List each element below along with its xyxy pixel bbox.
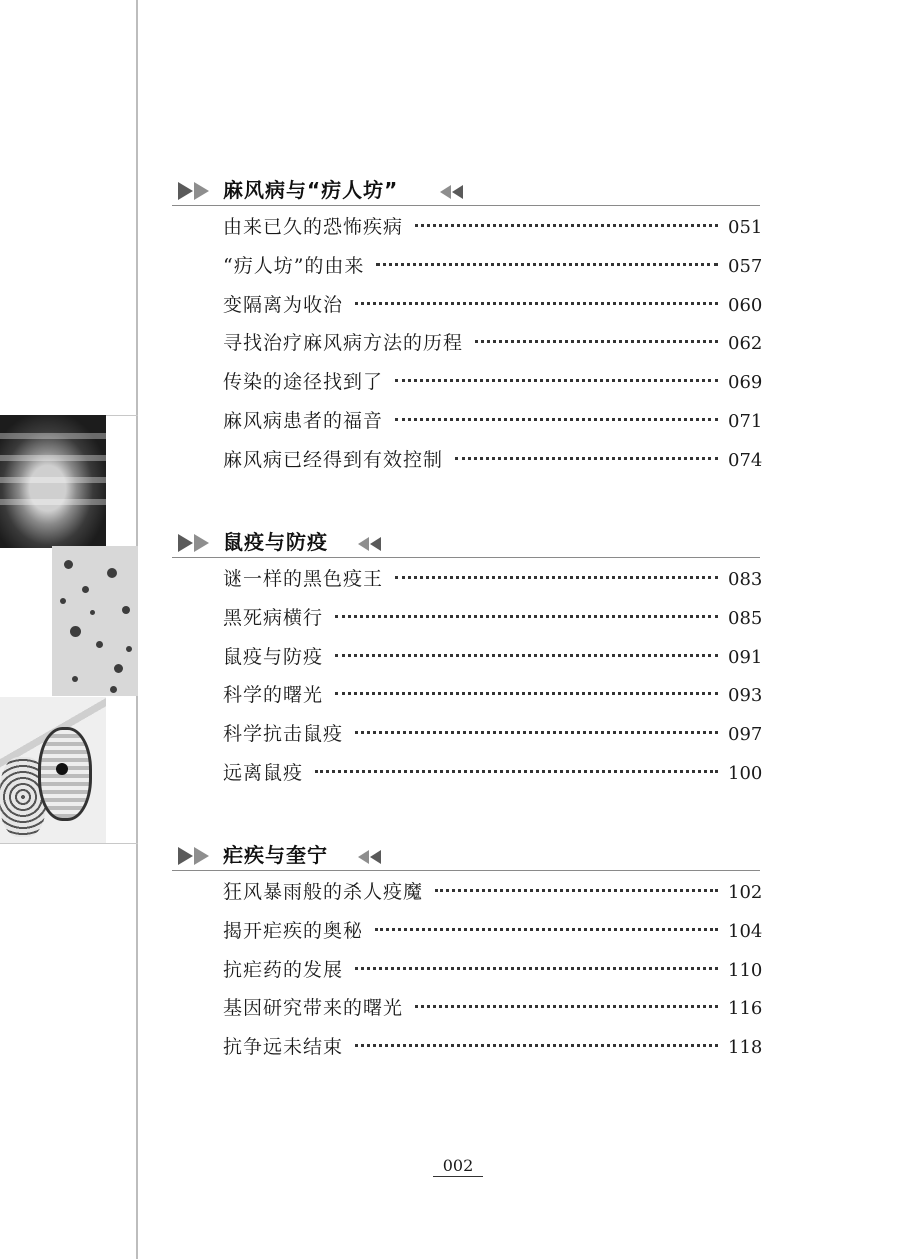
toc-entry[interactable] [172,916,763,955]
micrograph-spot [72,676,78,682]
toc-entry-page: 071 [728,410,763,432]
toc-entry-page: 057 [728,255,763,277]
micrograph-spot [60,598,66,604]
micrograph-spot [82,586,89,593]
toc-section [172,525,763,797]
toc-entry-title: 传染的途径找到了 [223,371,384,394]
section-title: 麻风病与“疠人坊” [223,178,399,202]
section-entries [172,877,763,1071]
toc-entry-page: 116 [728,998,763,1020]
section-header [172,525,760,558]
toc-entry-page: 069 [728,372,763,394]
toc-entry-title: 揭开疟疾的奥秘 [223,919,364,942]
toc-entry-page: 060 [728,294,763,316]
toc-entry-page: 083 [728,569,763,590]
toc-entry-page: 102 [728,882,763,903]
toc-entry[interactable] [172,877,763,916]
pharaoh-mask-image [0,415,106,548]
toc-entry[interactable] [172,1032,763,1071]
toc-entry-page: 062 [728,333,763,355]
toc-entry-page: 110 [728,959,763,981]
toc-entry-title: 科学抗击鼠疫 [223,723,344,746]
dot-leader [415,1005,718,1008]
micrograph-spot [110,686,117,693]
left-arrows-icon [358,850,382,864]
toc-entry-title: 由来已久的恐怖疾病 [223,216,404,238]
toc-entry[interactable] [172,642,763,681]
dot-leader [335,692,718,695]
dot-leader [435,889,718,892]
section-entries [172,564,763,797]
toc-entry[interactable] [172,564,763,603]
toc-entry-title: 科学的曙光 [223,684,324,707]
micrograph-spot [122,606,130,614]
toc-entry-title: 远离鼠疫 [223,761,304,784]
micrograph-spot [96,641,103,648]
toc-entry[interactable] [172,212,763,251]
toc-entry-title: 抗疟药的发展 [223,958,344,981]
micrograph-spot [114,664,123,673]
toc-entry-page: 074 [728,449,763,471]
toc-entry-page: 093 [728,685,763,707]
section-entries [172,212,763,484]
toc-entry[interactable] [172,328,763,367]
toc-entry-title: 麻风病已经得到有效控制 [223,448,444,471]
dot-leader [335,654,718,657]
toc-entry-title: 谜一样的黑色疫王 [223,568,384,590]
toc-entry[interactable] [172,680,763,719]
dot-leader [395,576,718,579]
toc-entry[interactable] [172,290,763,329]
toc-entry-title: 麻风病患者的福音 [223,409,384,432]
toc-entry-title: 狂风暴雨般的杀人疫魔 [223,881,424,903]
toc-entry[interactable] [172,993,763,1032]
toc-entry[interactable] [172,719,763,758]
dot-leader [455,457,718,460]
dot-leader [376,263,718,266]
toc-entry[interactable] [172,603,763,642]
micrograph-image [52,546,138,696]
section-title: 鼠疫与防疫 [223,530,328,554]
dot-leader [395,418,718,421]
toc-entry[interactable] [172,955,763,994]
micrograph-spot [70,626,81,637]
toc-entry[interactable] [172,251,763,290]
right-arrows-icon [178,182,210,200]
toc-section [172,838,763,1071]
toc-entry[interactable] [172,445,763,484]
toc-entry-title: 黑死病横行 [223,606,324,629]
plague-illustration-image [0,697,106,843]
dot-leader [355,731,718,734]
dot-leader [355,967,718,970]
toc-section [172,173,763,484]
right-arrows-icon [178,847,210,865]
dot-leader [355,1044,718,1047]
dot-leader [355,302,718,305]
section-header [172,173,760,206]
toc-entry-title: 基因研究带来的曙光 [223,997,404,1020]
dot-leader [475,340,718,343]
toc-entry-page: 051 [728,217,763,238]
dot-leader [375,928,718,931]
dot-leader [335,615,718,618]
toc-entry-page: 118 [728,1037,763,1059]
section-header [172,838,760,871]
micrograph-spot [90,610,95,615]
image-strip-bottom-rule [0,843,138,844]
toc-entry-page: 104 [728,920,763,942]
dot-leader [415,224,718,227]
toc-entry[interactable] [172,367,763,406]
toc-entry-title: 抗争远未结束 [223,1036,344,1059]
section-title: 疟疾与奎宁 [223,843,328,867]
toc-entry-page: 091 [728,646,763,668]
left-arrows-icon [440,185,464,199]
toc-entry-page: 097 [728,724,763,746]
micrograph-spot [64,560,73,569]
toc-entry[interactable] [172,758,763,797]
dot-leader [315,770,718,773]
toc-entry-title: 鼠疫与防疫 [223,645,324,668]
toc-entry[interactable] [172,406,763,445]
left-arrows-icon [358,537,382,551]
toc-entry-title: “疠人坊”的由来 [223,254,365,277]
toc-entry-title: 变隔离为收治 [223,293,344,316]
right-arrows-icon [178,534,210,552]
micrograph-spot [126,646,132,652]
toc-entry-title: 寻找治疗麻风病方法的历程 [223,332,464,355]
toc-entry-page: 100 [728,762,763,784]
toc-entry-page: 085 [728,607,763,629]
micrograph-spot [107,568,117,578]
dot-leader [395,379,718,382]
page-number: 002 [433,1156,483,1177]
